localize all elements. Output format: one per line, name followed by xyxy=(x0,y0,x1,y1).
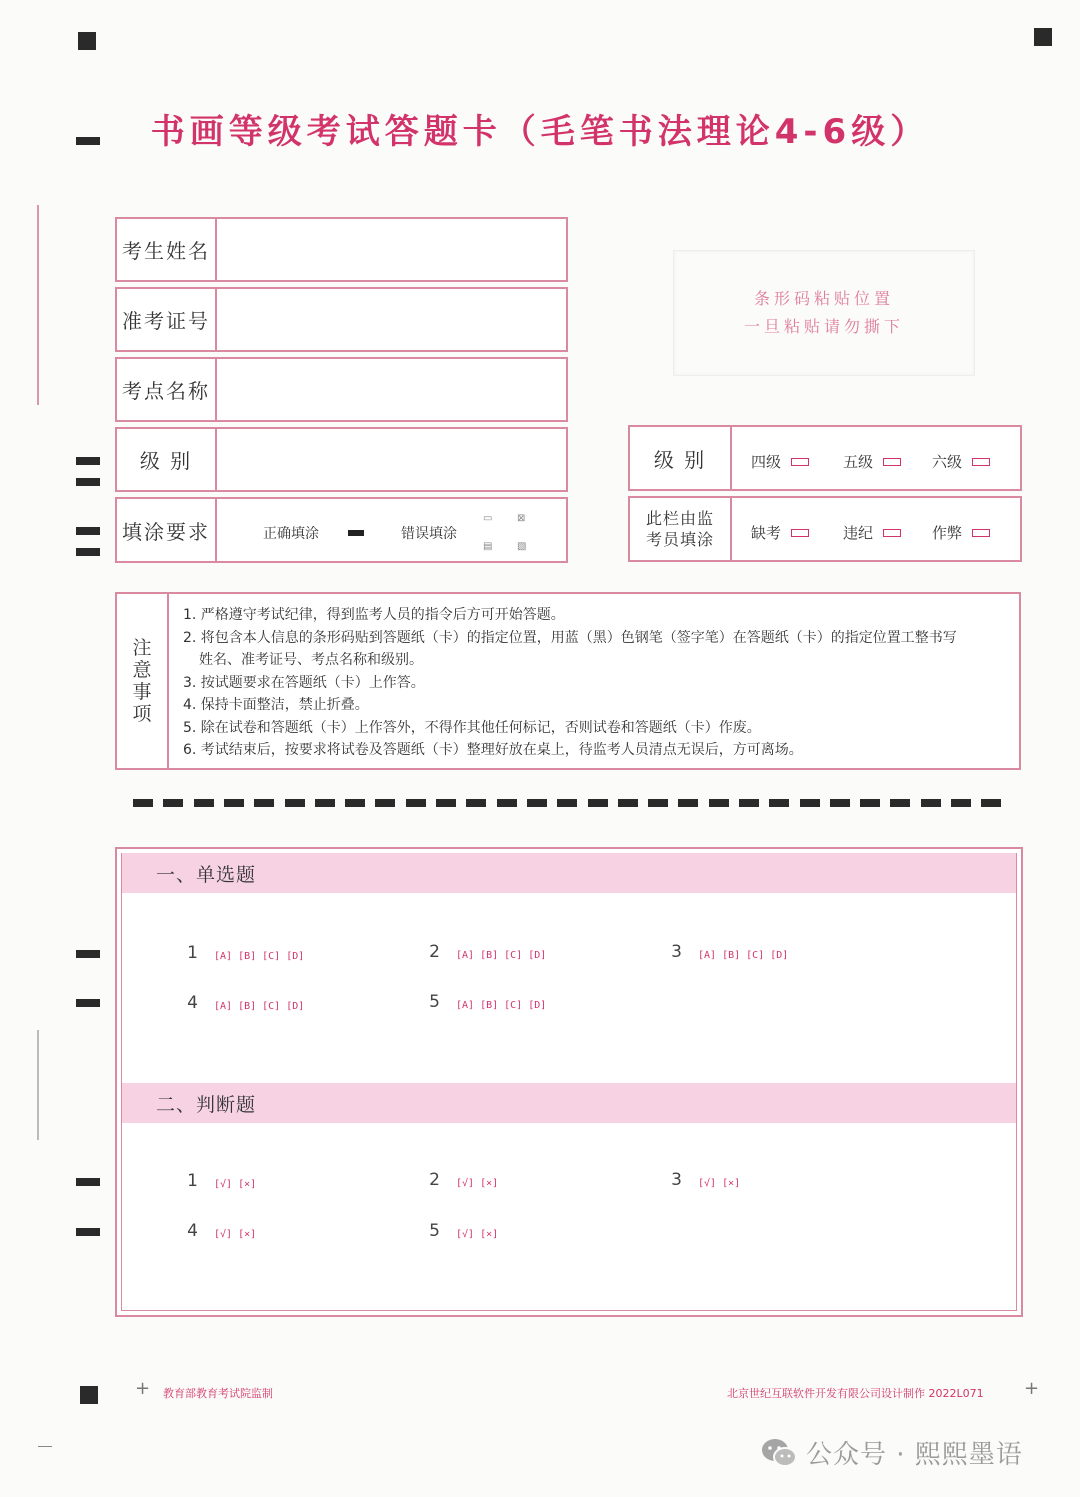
cut-line-dash xyxy=(678,799,698,807)
question-row[interactable]: 5 [A] [B] [C] [D] xyxy=(420,992,552,1012)
timing-mark xyxy=(76,457,100,465)
wechat-icon xyxy=(760,1437,798,1469)
cut-line-dash xyxy=(436,799,456,807)
cut-line-dash xyxy=(194,799,214,807)
question-row[interactable]: 3 [A] [B] [C] [D] xyxy=(662,942,794,962)
timing-mark xyxy=(76,950,100,958)
question-row[interactable]: 3 [√] [×] xyxy=(662,1170,746,1190)
cut-line-dash xyxy=(527,799,547,807)
question-number: 2 xyxy=(429,942,440,962)
cut-line-dash xyxy=(163,799,183,807)
question-number: 3 xyxy=(671,942,682,962)
name-field-label: 考生姓名 xyxy=(117,219,217,280)
question-row[interactable]: 2 [√] [×] xyxy=(420,1170,504,1190)
ticket-number-field[interactable] xyxy=(115,287,568,352)
question-number: 5 xyxy=(429,992,440,1012)
timing-mark xyxy=(76,999,100,1007)
wrong-fill-cross-icon: ⊠ xyxy=(517,513,526,524)
page-title: 书画等级考试答题卡（毛笔书法理论4-6级） xyxy=(150,112,930,152)
timing-mark xyxy=(76,478,100,486)
bubble-icon xyxy=(972,529,990,537)
cut-line-dash xyxy=(648,799,668,807)
cut-line-dash xyxy=(588,799,608,807)
question-row[interactable]: 5 [√] [×] xyxy=(420,1221,504,1241)
level-field[interactable] xyxy=(115,427,568,492)
cut-line-dash xyxy=(557,799,577,807)
footer-left: 教育部教育考试院监制 xyxy=(163,1387,273,1400)
cut-line-dash xyxy=(890,799,910,807)
note-item: 2. 将包含本人信息的条形码贴到答题纸（卡）的指定位置，用蓝（黑）色钢笔（签字笔）在答题纸（卡）的指定位置工整书写 xyxy=(183,629,957,646)
notes-heading: 注 意 事 项 xyxy=(117,594,169,768)
cut-line-dash xyxy=(497,799,517,807)
note-item: 3. 按试题要求在答题纸（卡）上作答。 xyxy=(183,674,425,691)
barcode-text-line1: 条形码粘贴位置 xyxy=(753,289,894,308)
registration-mark-top-right xyxy=(1034,28,1052,46)
cut-line-dash xyxy=(921,799,941,807)
proctor-option-cheating[interactable]: 作弊 xyxy=(932,522,990,543)
wrong-fill-slash-icon: ▧ xyxy=(517,541,527,552)
question-row[interactable]: 1 [A] [B] [C] [D] xyxy=(178,943,310,963)
cut-line-dash xyxy=(375,799,395,807)
cut-line-dash xyxy=(800,799,820,807)
footer-right: 北京世纪互联软件开发有限公司设计制作 2022L071 xyxy=(727,1387,984,1400)
timing-mark xyxy=(76,548,100,556)
bubble-icon xyxy=(883,529,901,537)
proctor-label: 此栏由监 考员填涂 xyxy=(630,498,732,560)
cut-line-dash xyxy=(618,799,638,807)
note-item: 姓名、准考证号、考点名称和级别。 xyxy=(199,652,423,668)
question-row[interactable]: 2 [A] [B] [C] [D] xyxy=(420,942,552,962)
level-select-box xyxy=(628,425,1022,491)
cut-line-dash xyxy=(769,799,789,807)
cut-line-dash xyxy=(830,799,850,807)
section-true-false-header: 二、判断题 xyxy=(122,1083,1016,1123)
exam-site-field[interactable] xyxy=(115,357,568,422)
cut-line-dash xyxy=(224,799,244,807)
wrong-fill-check-icon: ▭ xyxy=(483,513,493,524)
ticket-number-label: 准考证号 xyxy=(117,289,217,350)
cut-line-dash xyxy=(133,799,153,807)
registration-mark-top-left xyxy=(78,32,96,50)
crosshair-icon: + xyxy=(135,1378,151,1399)
margin-line xyxy=(37,205,39,405)
question-row[interactable]: 4 [A] [B] [C] [D] xyxy=(178,993,310,1013)
question-row[interactable]: 4 [√] [×] xyxy=(178,1221,262,1241)
cut-line-dash xyxy=(345,799,365,807)
fill-requirement-box xyxy=(115,497,568,563)
cut-line-dash xyxy=(951,799,971,807)
proctor-option-violation[interactable]: 违纪 xyxy=(843,522,901,543)
note-item: 1. 严格遵守考试纪律，得到监考人员的指令后方可开始答题。 xyxy=(183,607,565,623)
level-select-label: 级 别 xyxy=(630,427,732,489)
name-field[interactable] xyxy=(115,217,568,282)
question-number: 4 xyxy=(187,993,198,1013)
notes-list xyxy=(183,604,1005,762)
cut-line-dash xyxy=(406,799,426,807)
level-option-5[interactable]: 五级 xyxy=(843,451,901,472)
question-number: 4 xyxy=(187,1221,198,1241)
timing-mark xyxy=(76,1178,100,1186)
note-item: 5. 除在试卷和答题纸（卡）上作答外，不得作其他任何标记，否则试卷和答题纸（卡）作废。 xyxy=(183,719,761,736)
wrong-fill-label: 错误填涂 xyxy=(401,526,457,542)
section-single-choice-header: 一、单选题 xyxy=(122,853,1016,893)
answer-sheet xyxy=(115,847,1023,1317)
correct-fill-label: 正确填涂 xyxy=(263,526,319,542)
question-number: 1 xyxy=(187,1171,198,1191)
crosshair-icon: + xyxy=(1024,1378,1040,1399)
watermark-text: 公众号 · 熙熙墨语 xyxy=(806,1440,1023,1470)
exam-site-label: 考点名称 xyxy=(117,359,217,420)
cut-line-dash xyxy=(466,799,486,807)
bubble-icon xyxy=(972,458,990,466)
note-item: 4. 保持卡面整洁，禁止折叠。 xyxy=(183,697,369,713)
question-row[interactable]: 1 [√] [×] xyxy=(178,1171,262,1191)
cut-line-dash xyxy=(981,799,1001,807)
timing-mark xyxy=(76,527,100,535)
correct-fill-sample-icon xyxy=(348,530,364,536)
wrong-fill-half-icon: ▤ xyxy=(483,541,493,552)
watermark xyxy=(760,1434,1023,1471)
cut-line-dash xyxy=(315,799,335,807)
cut-line-dash xyxy=(860,799,880,807)
note-item: 6. 考试结束后，按要求将试卷及答题纸（卡）整理好放在桌上，待监考人员清点无误后，方可离场。 xyxy=(183,742,803,758)
cut-line-dash xyxy=(254,799,274,807)
bubble-icon xyxy=(791,458,809,466)
cut-line-dash xyxy=(739,799,759,807)
cut-line-dash xyxy=(285,799,305,807)
question-number: 2 xyxy=(429,1170,440,1190)
margin-line xyxy=(38,1446,52,1447)
cut-line-dash xyxy=(709,799,729,807)
level-field-label: 级 别 xyxy=(117,429,217,490)
timing-mark xyxy=(76,1228,100,1236)
barcode-text-line2: 一旦粘贴请勿撕下 xyxy=(743,317,904,336)
proctor-box xyxy=(628,496,1022,562)
margin-line xyxy=(37,1030,39,1140)
registration-mark-bottom-left xyxy=(80,1386,98,1404)
bubble-icon xyxy=(791,529,809,537)
notes-box xyxy=(115,592,1021,770)
level-option-4[interactable]: 四级 xyxy=(751,451,809,472)
question-number: 5 xyxy=(429,1221,440,1241)
barcode-area xyxy=(673,250,975,376)
bubble-icon xyxy=(883,458,901,466)
fill-requirement-label: 填涂要求 xyxy=(117,499,217,561)
question-number: 3 xyxy=(671,1170,682,1190)
level-option-6[interactable]: 六级 xyxy=(932,451,990,472)
question-number: 1 xyxy=(187,943,198,963)
proctor-option-absent[interactable]: 缺考 xyxy=(751,522,809,543)
